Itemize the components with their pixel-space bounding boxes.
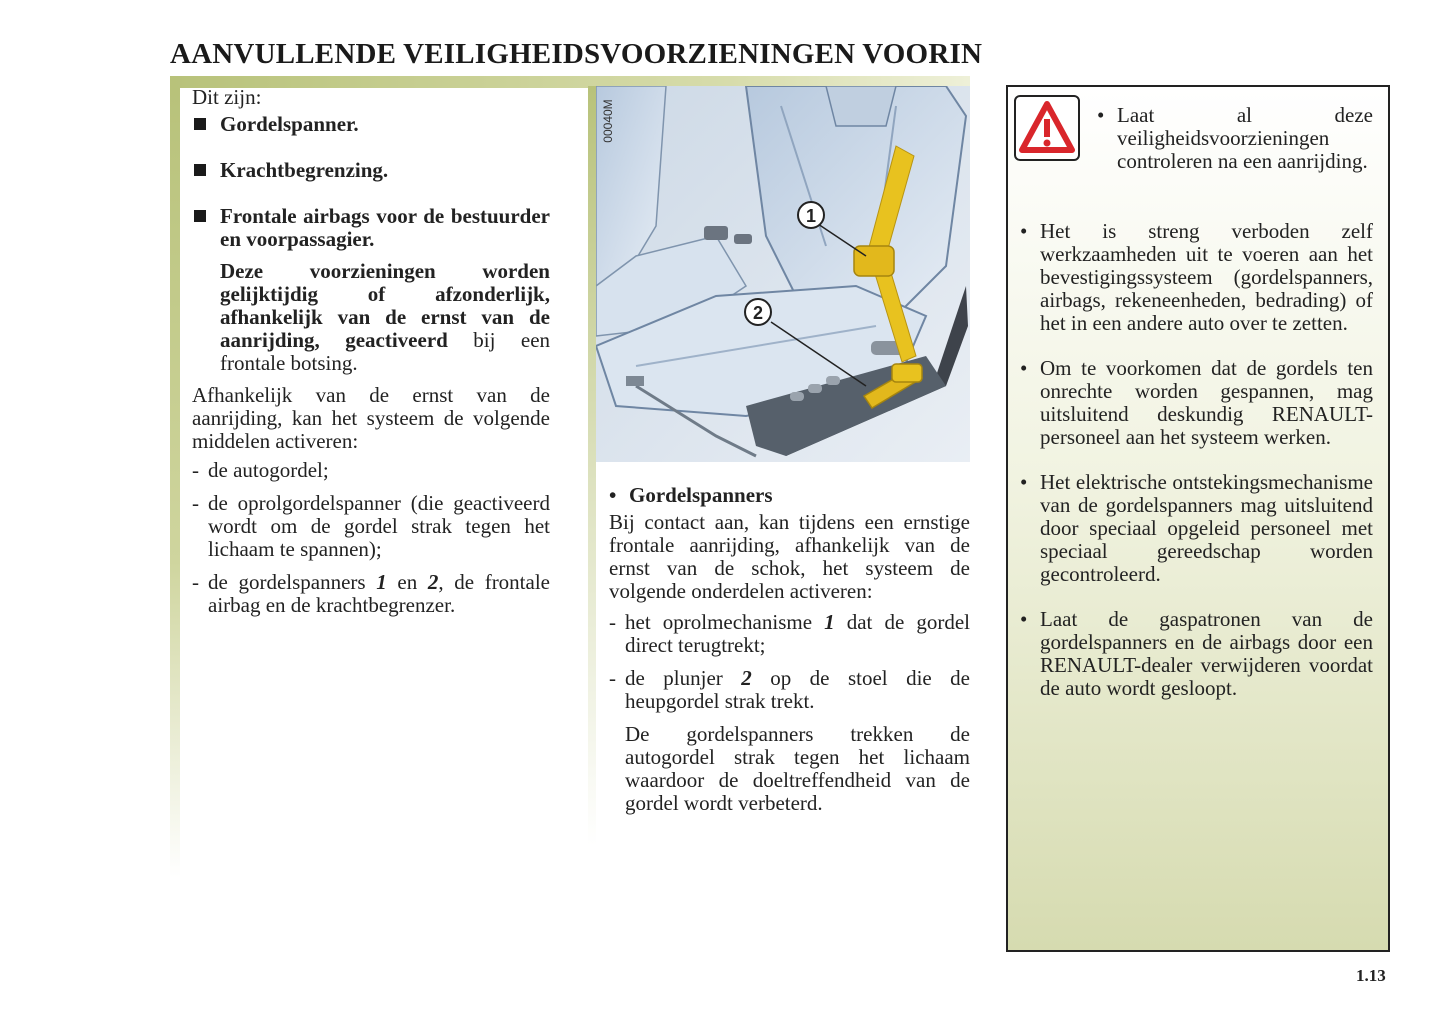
- square-bullet-icon: [194, 118, 206, 130]
- dash-item-autogordel: - de autogordel;: [192, 458, 329, 482]
- warning-item-3: • Om te voorkomen dat de gordels ten onrechte worden gespannen, mag uitsluitend deskundig RENAULT-personeel aan het systeem werken.: [1020, 356, 1373, 449]
- square-bullet-icon: [194, 210, 206, 222]
- bullet-gordelspanner: Gordelspanner.: [192, 113, 550, 136]
- dash-item-gordelspanners: - de gordelspanners 1 en 2, de frontale airbag en de krachtbegrenzer.: [192, 570, 550, 617]
- square-bullet-icon: [194, 164, 206, 176]
- warning-item-1: • Laat al deze veiligheidsvoorzieningen controleren na een aanrijding.: [1097, 103, 1373, 173]
- gordelspanners-effect-para: De gordelspanners trekken de autogordel strak tegen het lichaam waardoor de doeltreffendheid van de gordel wordt verbeterd.: [625, 722, 970, 815]
- seat-illustration: [596, 86, 970, 462]
- page-title: AANVULLENDE VEILIGHEIDSVOORZIENINGEN VOORIN: [170, 38, 983, 70]
- left-accent-bar: [170, 88, 180, 878]
- callout-1-label: 1: [805, 206, 817, 226]
- activation-para: Afhankelijk van de ernst van de aanrijding, kan het systeem de volgende middelen activeren:: [192, 383, 550, 453]
- bullet-frontale-airbags: Frontale airbags voor de bestuurder en voorpassagier.: [192, 205, 550, 251]
- middle-column: [609, 484, 970, 815]
- gordelspanners-para: Bij contact aan, kan tijdens een ernstige frontale aanrijding, afhankelijk van de ernst van de schok, het systeem de volgende onderdelen activeren:: [609, 510, 970, 603]
- dash-item-oprolgordelspanner: - de oprolgordelspanner (die geactiveerd wordt om de gordel strak tegen het lichaam te spannen);: [192, 491, 550, 561]
- seatbelt-pretensioner-diagram: [596, 86, 970, 462]
- activation-note: Deze voorzieningen worden gelijktijdig of afzonderlijk, afhankelijk van de ernst van de aanrijding, geactiveerd bij een frontale botsing.: [220, 259, 551, 375]
- warning-item-5: • Laat de gaspatronen van de gordelspanners en de airbags door een RENAULT-dealer verwijderen voordat de auto wordt gesloopt.: [1020, 607, 1373, 700]
- figure-code: 00040M: [601, 99, 615, 143]
- dash-item-oprolmechanisme: - het oprolmechanisme 1 dat de gordel direct terugtrekt;: [609, 610, 971, 657]
- warning-triangle-icon: [1014, 95, 1080, 161]
- middle-accent-bar: [588, 86, 596, 846]
- intro-text: Dit zijn:: [192, 85, 262, 109]
- callout-2-label: 2: [752, 303, 764, 323]
- section-heading-gordelspanners: • Gordelspanners: [609, 483, 773, 507]
- page-number: 1.13: [1356, 966, 1386, 985]
- dash-item-plunjer: - de plunjer 2 op de stoel die de heupgordel strak trekt.: [609, 666, 971, 713]
- warning-list: [1020, 220, 1373, 700]
- warning-item-2: • Het is streng verboden zelf werkzaamheden uit te voeren aan het bevestigingssysteem (gordelspanners, airbags, rekeneenheden, bedrading) of het in een andere auto over te zetten.: [1020, 219, 1373, 335]
- left-column: [192, 86, 550, 617]
- bullet-krachtbegrenzing: Krachtbegrenzing.: [192, 159, 550, 182]
- warning-item-4: • Het elektrische ontstekingsmechanisme van de gordelspanners mag uitsluitend door speciaal opgeleid personeel met speciaal gereedschap worden gecontroleerd.: [1020, 470, 1373, 586]
